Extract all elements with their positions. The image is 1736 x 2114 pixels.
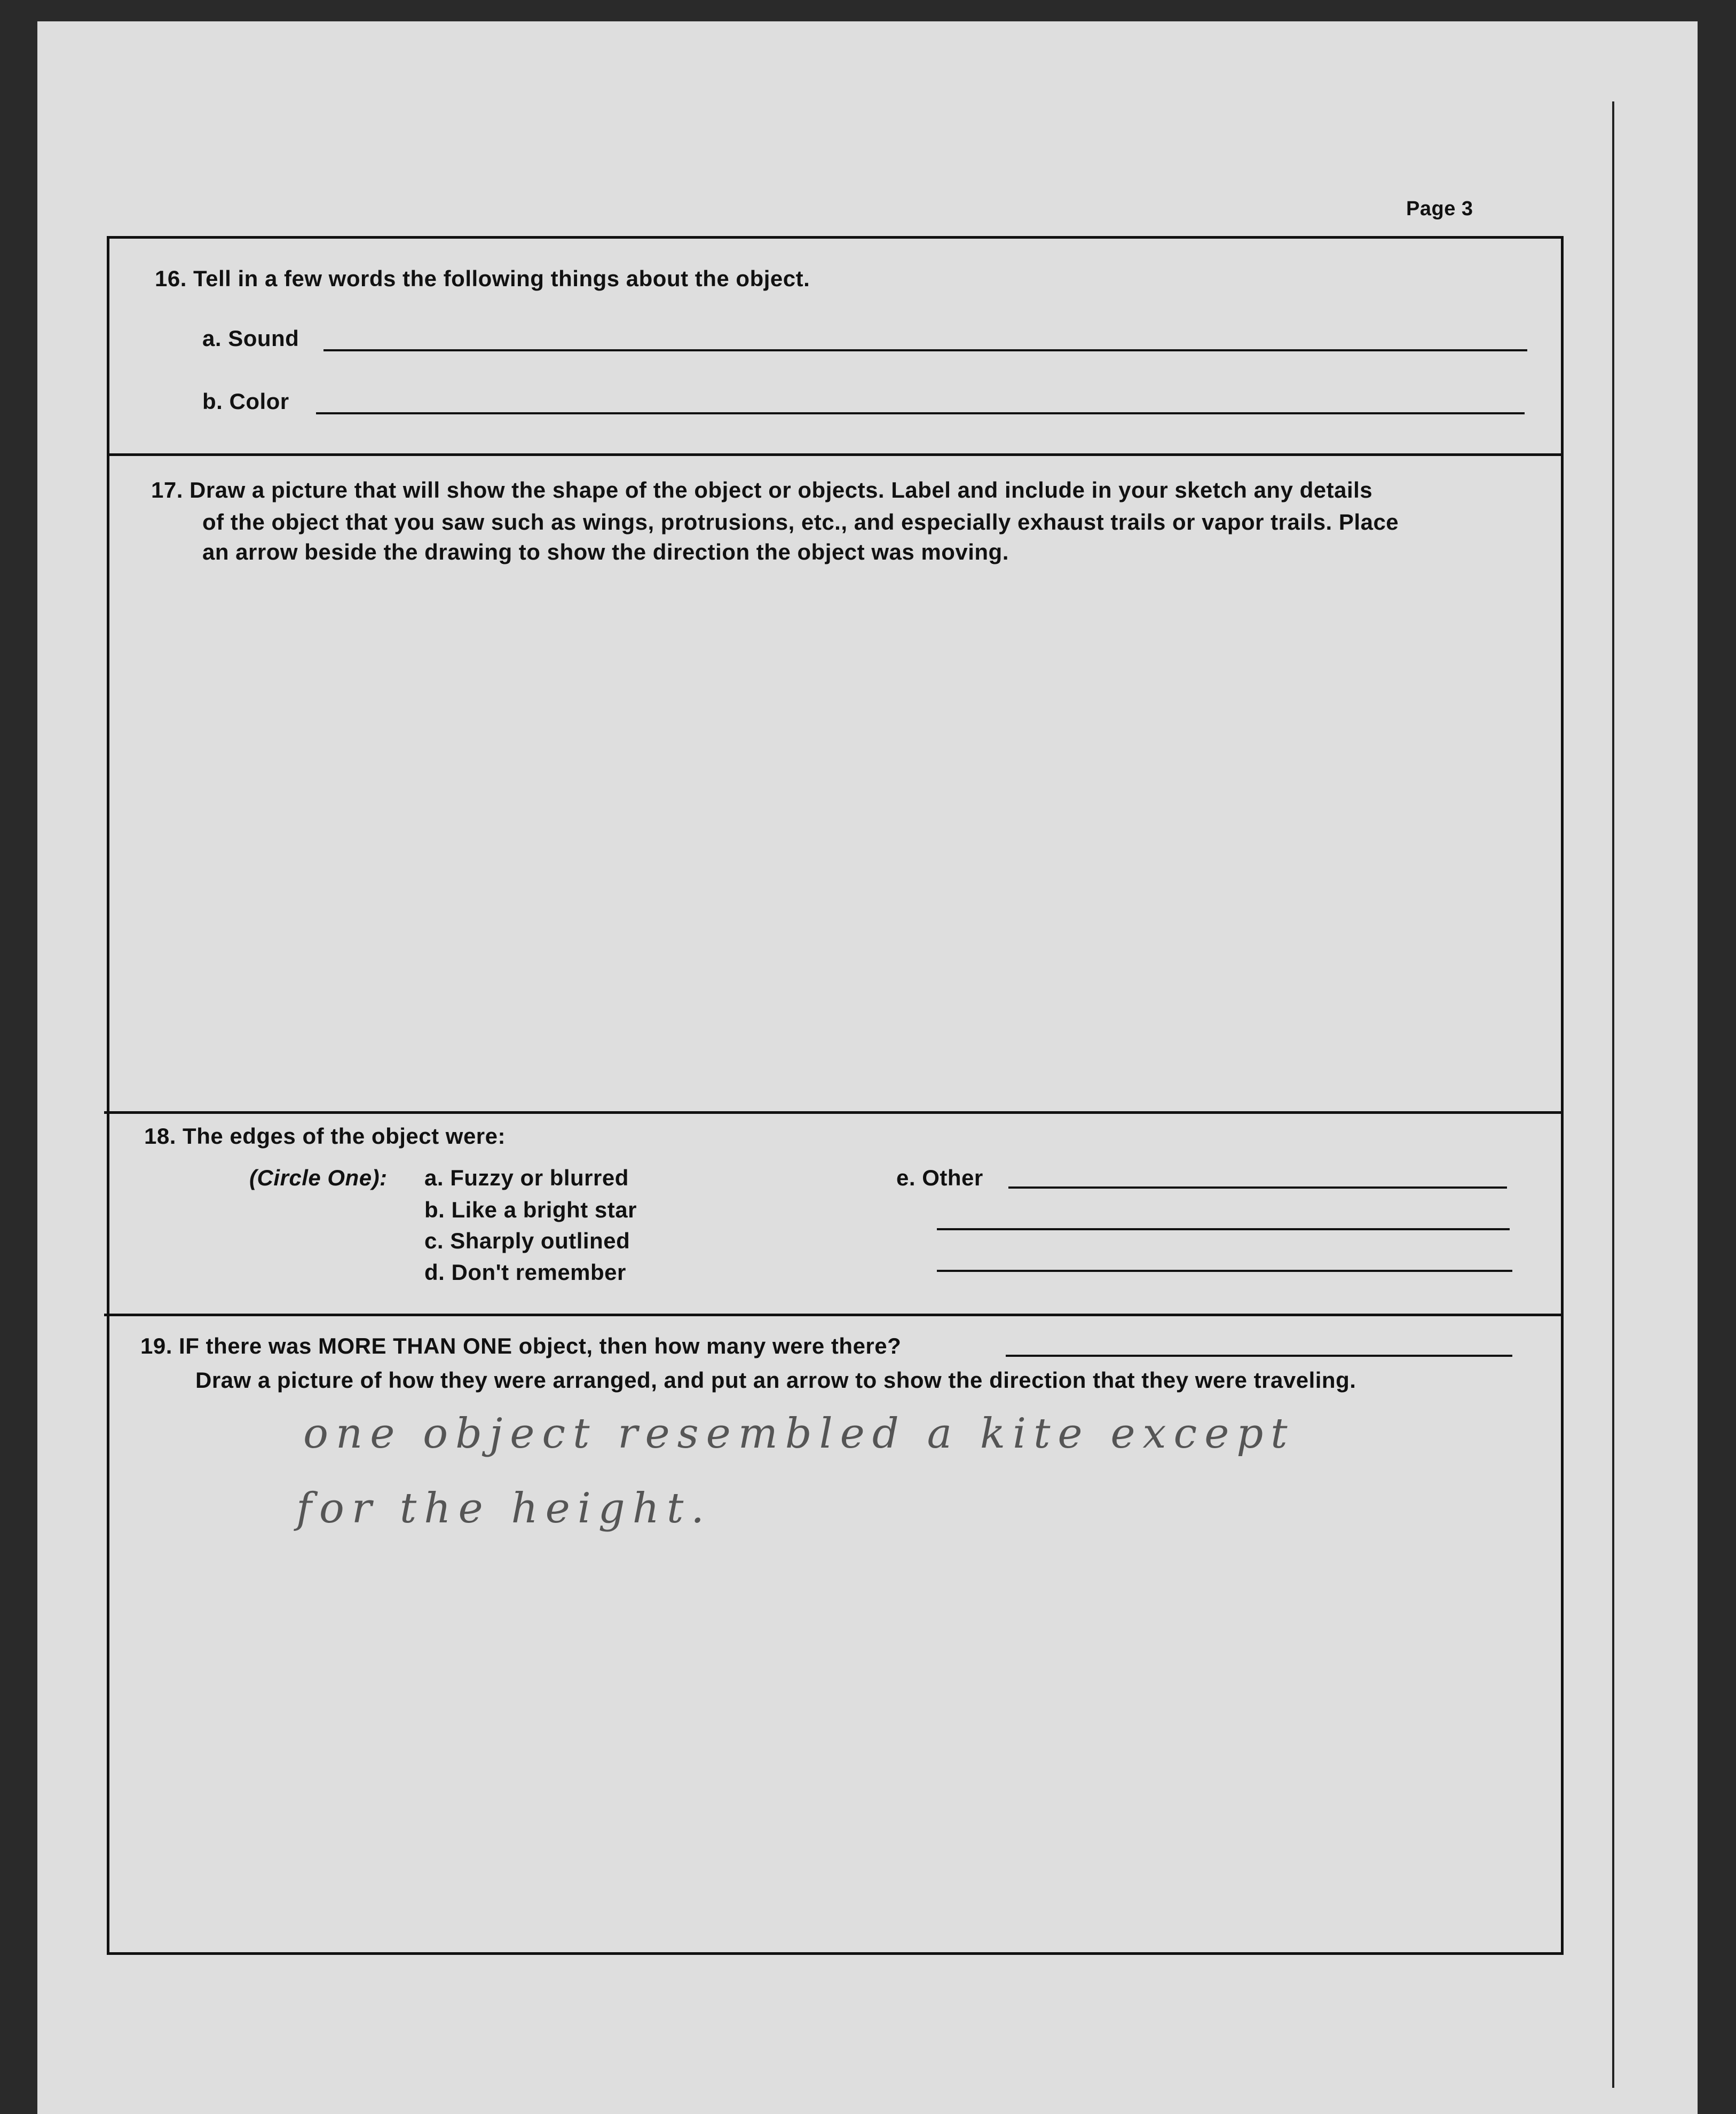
page-number: Page 3 — [1406, 198, 1473, 220]
question-19-line1: 19. IF there was MORE THAN ONE object, then how many were there? — [140, 1333, 902, 1358]
page-edge — [1612, 101, 1614, 2088]
question-16: 16. Tell in a few words the following things about the object. — [155, 266, 810, 291]
option-b[interactable]: b. Like a bright star — [424, 1197, 637, 1222]
handwritten-answer-line1: one object resembled a kite except — [303, 1410, 1295, 1458]
divider — [107, 453, 1564, 456]
option-d[interactable]: d. Don't remember — [424, 1260, 626, 1285]
drawing-area[interactable] — [117, 577, 1553, 1100]
question-17-line1: 17. Draw a picture that will show the shape of the object or objects. Label and include in your sketch any details — [151, 477, 1373, 502]
other-field[interactable] — [1008, 1186, 1507, 1189]
question-19-line2: Draw a picture of how they were arranged, and put an arrow to show the direction that they were traveling. — [195, 1368, 1356, 1393]
color-label: b. Color — [202, 389, 289, 414]
option-a[interactable]: a. Fuzzy or blurred — [424, 1165, 629, 1190]
divider — [104, 1314, 1564, 1316]
how-many-field[interactable] — [1006, 1355, 1512, 1357]
option-c[interactable]: c. Sharply outlined — [424, 1228, 630, 1253]
question-17-line2: of the object that you saw such as wings, protrusions, etc., and especially exhaust trails or vapor trails. Place — [202, 509, 1399, 535]
question-17-line3: an arrow beside the drawing to show the direction the object was moving. — [202, 539, 1009, 564]
handwritten-answer-line2: for the height. — [296, 1484, 712, 1533]
sound-field[interactable] — [323, 349, 1527, 351]
other-field-line2[interactable] — [937, 1228, 1510, 1230]
sound-label: a. Sound — [202, 326, 299, 351]
color-field[interactable] — [316, 412, 1525, 414]
question-18: 18. The edges of the object were: — [144, 1123, 506, 1149]
divider — [104, 1111, 1564, 1114]
circle-one-label: (Circle One): — [249, 1165, 388, 1190]
other-label: e. Other — [896, 1165, 983, 1190]
other-field-line3[interactable] — [937, 1270, 1512, 1272]
